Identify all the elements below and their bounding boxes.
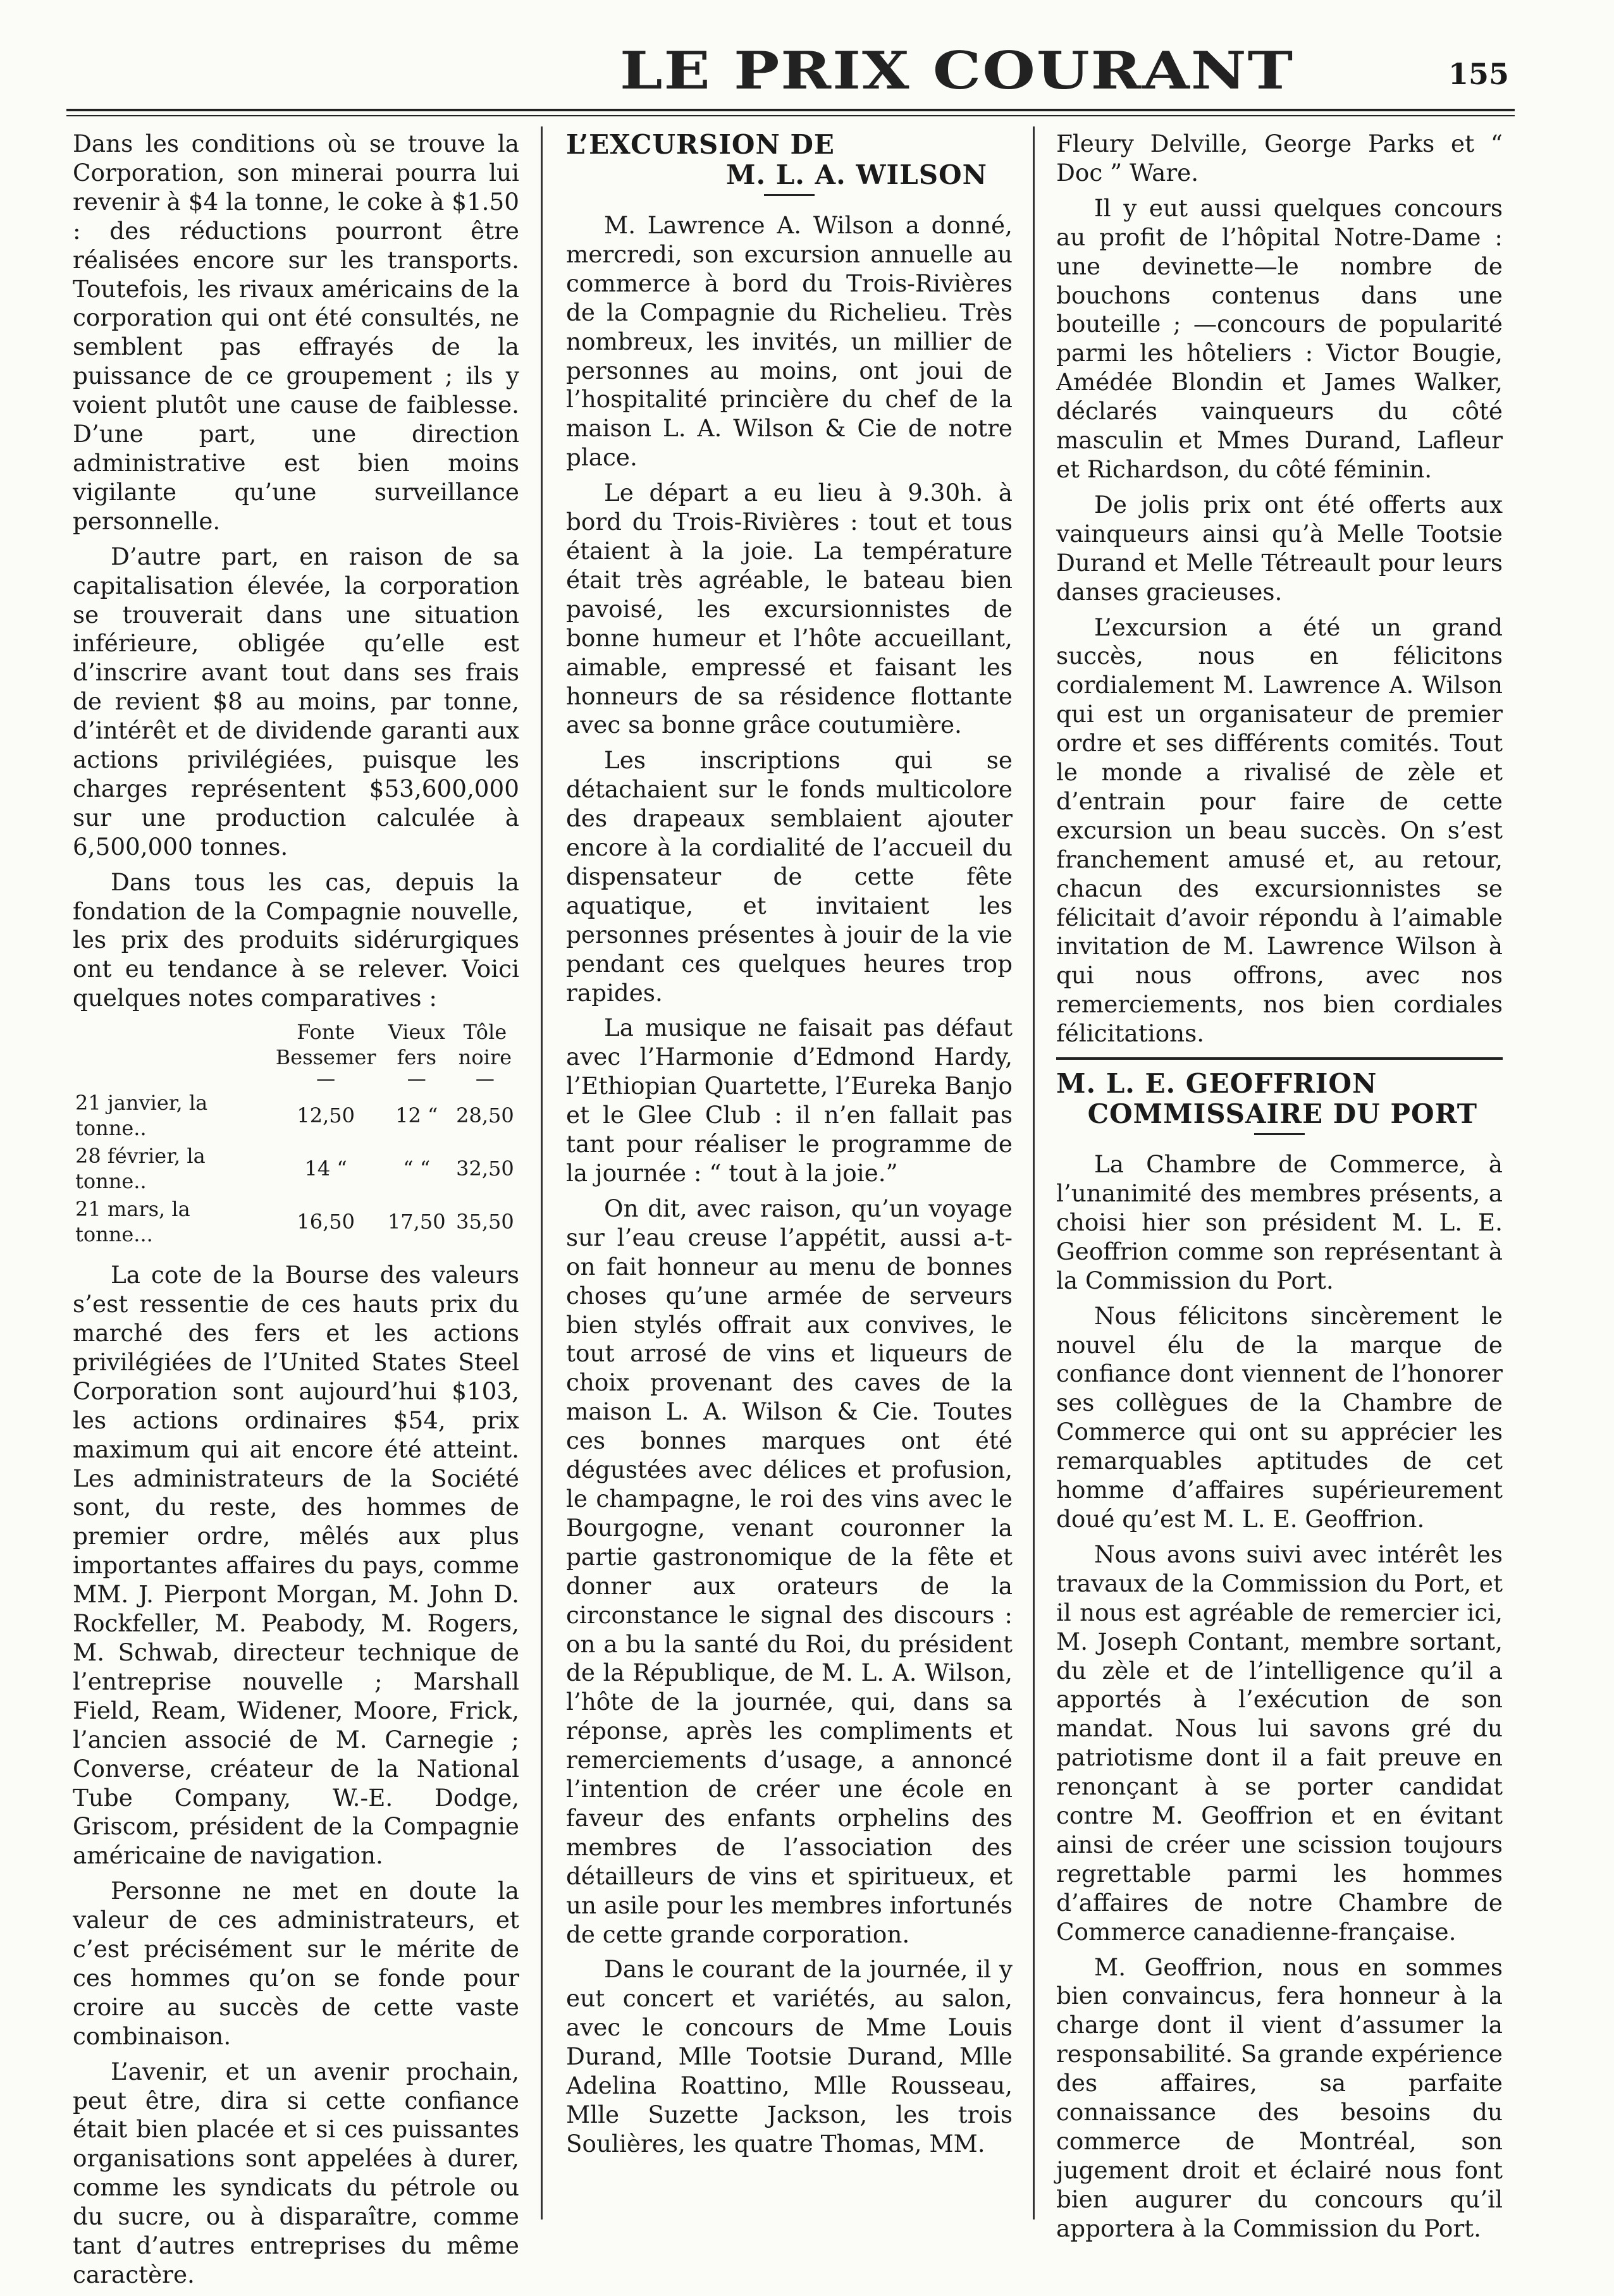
table-cell: 28,50 xyxy=(456,1103,514,1128)
table-cell: 21 janvier, la tonne.. xyxy=(75,1091,208,1141)
table-cell: 35,50 xyxy=(456,1210,514,1234)
paragraph: La Chambre de Commerce, à l’unanimité des membres présents, a choisi hier son président M. L. E. Geoffrion comme son représentant à la Commission du Port. xyxy=(1056,1150,1503,1294)
paragraph: La musique ne faisait pas défaut avec l’Harmonie d’Edmond Hardy, l’Ethiopian Quartette, l’Eureka Banjo et le Glee Club : il n’en fallait pas tant pour réaliser le programme de la journée : “ tout à la joie.” xyxy=(566,1014,1013,1187)
heading-line: M. L. E. GEOFFRION xyxy=(1056,1068,1377,1100)
column-2 xyxy=(566,130,1013,2165)
table-header: Vieux fers xyxy=(388,1020,445,1070)
paragraph: Dans les conditions où se trouve la Corporation, son minerai pourra lui revenir à $4 la tonne, le coke à $1.50 : des réductions pourront être réalisées encore sur les transports. Toutefois, les rivaux américains de la corporation qui ont été consultés, ne semblent pas effrayés de la puissance de ce groupement ; ils y voient plutôt une cause de faiblesse. D’une part, une direction administrative est bien moins vigilante qu’une surveillance personnelle. xyxy=(73,130,519,535)
heading-line: COMMISSAIRE DU PORT xyxy=(1087,1098,1477,1130)
price-comparison-table xyxy=(73,1019,519,1248)
paragraph: Dans tous les cas, depuis la fondation de la Compagnie nouvelle, les prix des produits sidérurgiques ont eu tendance à se relever. Voici quelques notes comparatives : xyxy=(73,868,519,1012)
top-rule-thin xyxy=(66,115,1515,116)
column-divider-2 xyxy=(1033,126,1035,2219)
paragraph: Nous avons suivi avec intérêt les travaux de la Commission du Port, et il nous est agréable de remercier ici, M. Joseph Contant, membre sortant, du zèle et de l’intelligence qu’il a apportés à l’exécution de son mandat. Nous lui savons gré du patriotisme dont il a fait preuve en renonçant à se porter candidat contre M. Geoffrion et en évitant ainsi de créer une scission toujours regrettable parmi les hommes d’affaires de notre Chambre de Commerce canadienne-française. xyxy=(1056,1540,1503,1946)
table-cell: 21 mars, la tonne... xyxy=(75,1197,190,1247)
masthead-logo: LE PRIX COURANT xyxy=(620,40,1295,101)
paragraph: De jolis prix ont été offerts aux vainqueurs ainsi qu’à Melle Tootsie Durand et Melle Tétreault pour leurs danses gracieuses. xyxy=(1056,490,1503,606)
table-header: Tôle noire xyxy=(458,1020,512,1070)
paragraph: D’autre part, en raison de sa capitalisation élevée, la corporation se trouverait dans une situation inférieure, obligée qu’elle est d’inscrire avant tout dans ses frais de revient $8 au moins, par tonne, d’intérêt et de dividende garanti aux actions privilégiées, puisque les charges représentent $53,600,000 sur une production calculée à 6,500,000 tonnes. xyxy=(73,542,519,861)
table-row xyxy=(73,1089,519,1142)
table-dash-row xyxy=(73,1070,519,1089)
table-cell: 28 février, la tonne.. xyxy=(75,1144,206,1194)
paragraph: Dans le courant de la journée, il y eut concert et variétés, au salon, avec le concours de Mme Louis Durand, Mlle Tootsie Durand, Mlle Adelina Roattino, Mlle Rousseau, Mlle Suzette Jackson, les trois Soulières, les quatre Thomas, MM. xyxy=(566,1955,1013,2158)
paragraph: Le départ a eu lieu à 9.30h. à bord du Trois-Rivières : tout et tous étaient à la joie. La température était très agréable, le bateau bien pavoisé, les excursionnistes de bonne humeur et l’hôte accueillant, aimable, empressé et faisant les honneurs de sa résidence flottante avec sa bonne grâce coutumière. xyxy=(566,479,1013,739)
table-cell: 12,50 xyxy=(297,1103,355,1128)
top-rule xyxy=(66,109,1515,111)
heading-rule xyxy=(1254,1133,1305,1135)
article-heading-wilson xyxy=(566,130,1013,190)
paragraph: Personne ne met en doute la valeur de ces administrateurs, et c’est précisément sur le mérite de ces hommes qu’on se fonde pour croire au succès de cette vaste combinaison. xyxy=(73,1877,519,2050)
article-heading-geoffrion xyxy=(1056,1069,1503,1129)
paragraph: M. Lawrence A. Wilson a donné, mercredi, son excursion annuelle au commerce à bord du Trois-Rivières de la Compagnie du Richelieu. Très nombreux, les invités, un millier de personnes au moins, ont joui de l’hospitalité princière du chef de la maison L. A. Wilson & Cie de notre place. xyxy=(566,211,1013,472)
paragraph: Il y eut aussi quelques concours au profit de l’hôpital Notre-Dame : une devinette—le nombre de bouchons contenus dans une bouteille ; —concours de popularité parmi les hôteliers : Victor Bougie, Amédée Blondin et James Walker, déclarés vainqueurs du côté masculin et Mmes Durand, Lafleur et Richardson, du côté féminin. xyxy=(1056,193,1503,483)
column-3 xyxy=(1056,130,1503,2250)
column-1 xyxy=(73,130,519,2296)
paragraph: Nous félicitons sincèrement le nouvel élu de la marque de confiance dont viennent de l’honorer ses collègues de la Chambre de Commerce qui ont su apprécier les remarquables aptitudes de cet homme d’affaires supérieurement doué qu’est M. L. E. Geoffrion. xyxy=(1056,1301,1503,1533)
heading-rule xyxy=(764,194,815,196)
page-number: 155 xyxy=(1448,57,1510,91)
paragraph: L’excursion a été un grand succès, nous en félicitons cordialement M. Lawrence A. Wilson qui est un organisateur de premier ordre et ses différents comités. Tout le monde a rivalisé de zèle et d’entrain pour faire de cette excursion un beau succès. On s’est franchement amusé et, au retour, chacun des excursionnistes se félicitait d’avoir répondu à l’aimable invitation de M. Lawrence Wilson à qui nous offrons, avec nos remerciements, nos bien cordiales félicitations. xyxy=(1056,613,1503,1048)
paragraph: Fleury Delville, George Parks et “ Doc ” Ware. xyxy=(1056,130,1503,187)
paragraph: La cote de la Bourse des valeurs s’est ressentie de ces hauts prix du marché des fers et les actions privilégiées de l’United States Steel Corporation sont aujourd’hui $103, les actions ordinaires $54, prix maximum qui ait encore été atteint. Les administrateurs de la Société sont, du reste, des hommes de premier ordre, mêlés aux plus importantes affaires du pays, comme MM. J. Pierpont Morgan, M. John D. Rockfeller, M. Peabody, M. Rogers, M. Schwab, directeur technique de l’entreprise nouvelle ; Marshall Field, Ream, Widener, Moore, Frick, l’ancien associé de M. Carnegie ; Converse, créateur de la National Tube Company, W.-E. Dodge, Griscom, président de la Compagnie américaine de navigation. xyxy=(73,1261,519,1870)
heading-line: M. L. A. WILSON xyxy=(726,159,987,190)
table-cell: 12 “ xyxy=(395,1103,438,1128)
section-divider xyxy=(1056,1057,1503,1060)
table-cell: 14 “ xyxy=(304,1157,347,1181)
paragraph: Les inscriptions qui se détachaient sur le fonds multicolore des drapeaux semblaient ajouter encore à la cordialité de l’accueil du dispensateur de cette fête aquatique, et invitaient les personnes présentes à jouir de la vie pendant ces quelques heures trop rapides. xyxy=(566,746,1013,1007)
table-cell: 17,50 xyxy=(387,1210,446,1234)
table-cell: “ “ xyxy=(403,1157,431,1181)
table-row xyxy=(73,1195,519,1248)
table-header xyxy=(73,1019,269,1070)
table-cell: — xyxy=(407,1068,426,1091)
table-header: Fonte Bessemer xyxy=(275,1020,376,1070)
table-cell xyxy=(73,1070,269,1089)
paragraph: M. Geoffrion, nous en sommes bien convaincus, fera honneur à la charge dont il vient d’assumer la responsabilité. Sa grande expérience des affaires, sa parfaite connaissance des besoins du commerce de Montréal, son jugement droit et éclairé nous font bien augurer du concours qu’il apportera à la Commission du Port. xyxy=(1056,1953,1503,2242)
paragraph: On dit, avec raison, qu’un voyage sur l’eau creuse l’appétit, aussi a-t-on fait honneur au menu de bonnes choses qu’une armée de serveurs bien stylés offrait aux convives, le tout arrosé de vins et liqueurs de choix provenant des caves de la maison L. A. Wilson & Cie. Toutes ces bonnes marques ont été dégustées avec délices et profusion, le champagne, le roi des vins avec le Bourgogne, venant couronner la partie gastronomique de la fête et donner aux orateurs de la circonstance le signal des discours : on a bu la santé du Roi, du président de la République, de M. L. A. Wilson, l’hôte de la journée, qui, dans sa réponse, après les compliments et remerciements d’usage, a annoncé l’intention de créer une école en faveur des enfants orphelins des membres de l’association des détailleurs de vins et spiritueux, et un asile pour les membres infortunés de cette grande corporation. xyxy=(566,1194,1013,1948)
table-cell: 16,50 xyxy=(297,1210,355,1234)
heading-line: L’EXCURSION DE xyxy=(566,129,835,160)
column-divider-1 xyxy=(541,126,543,2219)
table-cell: — xyxy=(475,1068,495,1091)
paragraph: L’avenir, et un avenir prochain, peut être, dira si cette confiance était bien placée et si ces puissantes organisations sont appelées à durer, comme les syndicats du pétrole ou du sucre, ou à disparaître, comme tant d’autres entreprises du même caractère. xyxy=(73,2057,519,2288)
table-row xyxy=(73,1142,519,1195)
table-cell: — xyxy=(316,1068,336,1091)
table-header-row xyxy=(73,1019,519,1070)
table-cell: 32,50 xyxy=(456,1157,514,1181)
